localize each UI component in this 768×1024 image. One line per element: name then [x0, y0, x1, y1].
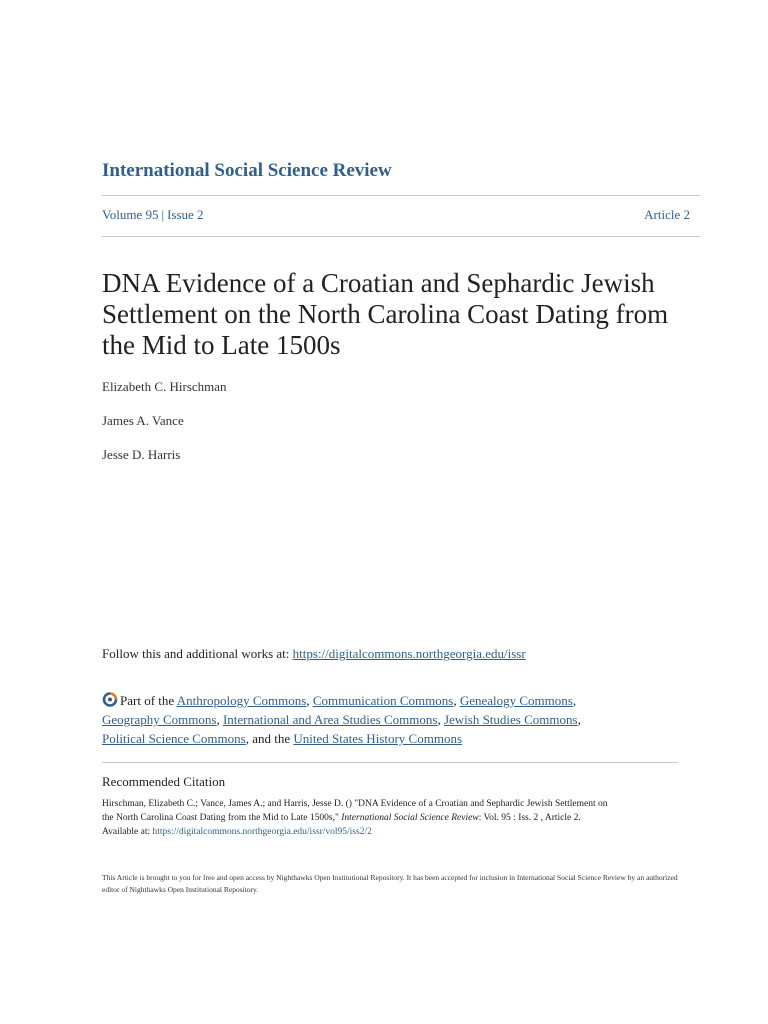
- citation-line-1: Hirschman, Elizabeth C.; Vance, James A.; and Harris, Jesse D. () "DNA Evidence of a Croatian and Sephardic Jewish Settlement on: [102, 799, 608, 809]
- article-title: DNA Evidence of a Croatian and Sephardic Jewish Settlement on the North Carolina Coast Dating from the Mid to Late 1500s: [102, 268, 669, 360]
- repository-footer: This Article is brought to you for free and open access by Nighthawks Open Institutional Repository. It has been accepted for inclusion in International Social Science Review by an authorized editor of Nighthawks Open Institutional Repository.: [102, 873, 678, 894]
- anthropology-commons-link[interactable]: Anthropology Commons: [176, 693, 307, 708]
- part-of-commons: [102, 691, 672, 748]
- separator: ,: [306, 693, 313, 708]
- geography-commons-link[interactable]: Geography Commons: [102, 712, 217, 727]
- separator: ,: [216, 712, 223, 727]
- top-divider: [102, 195, 700, 196]
- recommended-citation-heading: Recommended Citation: [102, 774, 226, 789]
- available-link[interactable]: https://digitalcommons.northgeorgia.edu/issr/vol95/iss2/2: [152, 827, 372, 837]
- digital-commons-icon: [102, 692, 118, 707]
- jewish-studies-commons-link[interactable]: Jewish Studies Commons: [443, 712, 578, 727]
- international-area-studies-commons-link[interactable]: International and Area Studies Commons: [222, 712, 438, 727]
- issue-divider: [102, 236, 700, 237]
- separator: ,: [572, 693, 577, 708]
- separator: ,: [437, 712, 444, 727]
- author-3: Jesse D. Harris: [102, 447, 181, 462]
- issue-link[interactable]: Issue 2: [167, 207, 204, 222]
- citation-journal: International Social Science Review: [341, 813, 479, 823]
- separator: ,: [577, 712, 581, 727]
- communication-commons-link[interactable]: Communication Commons: [312, 693, 454, 708]
- separator: ,: [453, 693, 460, 708]
- author-1: Elizabeth C. Hirschman: [102, 379, 227, 394]
- citation-text: [102, 797, 672, 839]
- follow-label: Follow this and additional works at:: [102, 646, 293, 661]
- available-label: Available at:: [102, 827, 153, 837]
- and-the: , and the: [245, 731, 294, 746]
- volume-link[interactable]: Volume 95: [102, 207, 159, 222]
- follow-link[interactable]: https://digitalcommons.northgeorgia.edu/issr: [292, 646, 526, 661]
- issue-line: [102, 207, 690, 223]
- political-science-commons-link[interactable]: Political Science Commons: [102, 731, 246, 746]
- article-number-link[interactable]: Article 2: [644, 207, 690, 222]
- genealogy-commons-link[interactable]: Genealogy Commons: [459, 693, 573, 708]
- follow-line: [102, 644, 662, 663]
- journal-title[interactable]: International Social Science Review: [102, 160, 392, 181]
- citation-divider: [102, 762, 678, 763]
- volume-issue: Volume 95 | Issue 2: [102, 207, 204, 222]
- us-history-commons-link[interactable]: United States History Commons: [293, 731, 463, 746]
- part-of-prefix: Part of the: [120, 693, 177, 708]
- author-2: James A. Vance: [102, 413, 184, 428]
- citation-line-2-start: the North Carolina Coast Dating from the Mid to Late 1500s,": [102, 813, 342, 823]
- citation-line-2-end: : Vol. 95 : Iss. 2 , Article 2.: [478, 813, 581, 823]
